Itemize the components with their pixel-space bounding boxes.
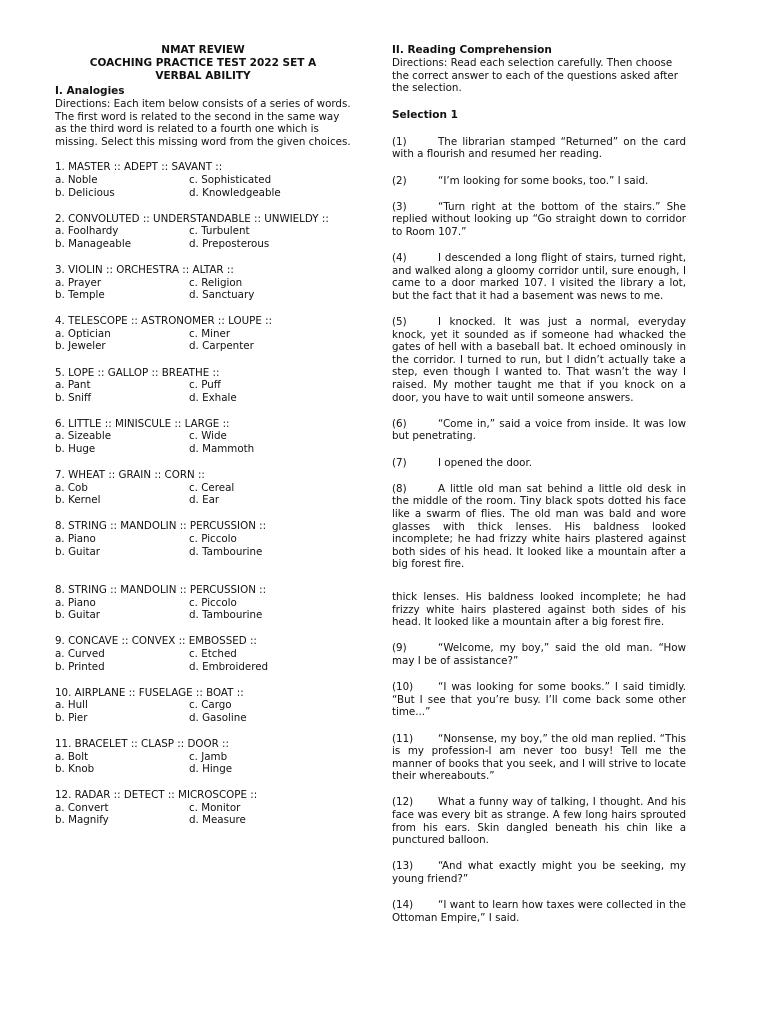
- question-item: [55, 213, 351, 251]
- paragraph: [392, 175, 686, 188]
- answer-options: [55, 328, 351, 353]
- paragraph: [392, 733, 686, 783]
- paragraph-text: The librarian stamped “Returned” on the card with a flourish and resumed her reading.: [392, 135, 686, 161]
- header-line-1: NMAT REVIEW: [161, 44, 245, 56]
- option-b: b. Sniff: [55, 391, 92, 404]
- question-item: [55, 738, 351, 776]
- question-stem: 9. CONCAVE :: CONVEX :: EMBOSSED ::: [55, 635, 257, 648]
- paragraph: [392, 860, 686, 885]
- paragraph-text: “Welcome, my boy,” said the old man. “How may I be of assistance?”: [392, 642, 686, 667]
- option-d: d. Gasoline: [189, 711, 247, 724]
- option-a: a. Pant: [55, 379, 91, 392]
- answer-options: [55, 430, 351, 455]
- question-stem: 7. WHEAT :: GRAIN :: CORN ::: [55, 469, 205, 482]
- answer-options: [55, 482, 351, 507]
- paragraph: [392, 483, 686, 571]
- question-list: [55, 161, 351, 827]
- question-item: [55, 635, 351, 673]
- paragraph-number: (2): [392, 174, 407, 187]
- question-item: [55, 469, 351, 507]
- section-title-analogies: I. Analogies: [55, 85, 125, 97]
- question-item: [55, 687, 351, 725]
- paragraph-number: (11): [392, 732, 414, 745]
- option-b: b. Knob: [55, 763, 95, 776]
- option-c: c. Cereal: [189, 481, 235, 494]
- paragraph-text: I descended a long flight of stairs, turned right, and walked along a gloomy corridor until, sure enough, I came to a door marked 107. I visited the library a lot, but the fact that it had a basement was news to me.: [392, 252, 686, 302]
- question-stem: 5. LOPE :: GALLOP :: BREATHE ::: [55, 366, 220, 379]
- paragraph-number: (13): [392, 860, 414, 873]
- paragraph: [392, 796, 686, 846]
- option-d: d. Measure: [189, 814, 246, 827]
- paragraph-text: “I’m looking for some books, too.” I said.: [438, 174, 649, 187]
- question-item: [55, 584, 351, 622]
- answer-options: [55, 225, 351, 250]
- option-a: a. Noble: [55, 173, 98, 186]
- paragraph-number: (8): [392, 482, 407, 495]
- question-item: [55, 264, 351, 302]
- option-d: d. Carpenter: [189, 340, 254, 353]
- question-item: [55, 161, 351, 199]
- question-item: [55, 315, 351, 353]
- paragraph: [392, 642, 686, 667]
- paragraph: [392, 252, 686, 302]
- question-stem: 6. LITTLE :: MINISCULE :: LARGE ::: [55, 417, 230, 430]
- paragraph-number: (4): [392, 252, 407, 265]
- option-d: d. Embroidered: [189, 660, 269, 673]
- option-b: b. Guitar: [55, 545, 101, 558]
- question-stem: 2. CONVOLUTED :: UNDERSTANDABLE :: UNWIELDY ::: [55, 212, 329, 225]
- option-a: a. Sizeable: [55, 430, 112, 443]
- header-line-2: COACHING PRACTICE TEST 2022 SET A: [89, 57, 317, 69]
- paragraph-number: (9): [392, 642, 407, 655]
- option-a: a. Foolhardy: [55, 225, 119, 238]
- paragraph-text: A little old man sat behind a little old desk in the middle of the room. Tiny black spots dotted his face like a swarm of flies. The old man was bald and wore glasses with thick lenses. His baldness looked incomplete; he had frizzy white hairs plastered against both sides of his head. It looked like a mountain after a big forest fire.: [392, 482, 686, 571]
- option-b: b. Huge: [55, 442, 96, 455]
- option-a: a. Hull: [55, 699, 88, 712]
- paragraph-text: “And what exactly might you be seeking, my young friend?”: [392, 860, 686, 886]
- paragraph-text: “I was looking for some books.” I said timidly. “But I see that you’re busy. I’ll come back some other time...”: [392, 681, 686, 719]
- option-a: a. Cob: [55, 481, 88, 494]
- question-stem: 10. AIRPLANE :: FUSELAGE :: BOAT ::: [55, 686, 244, 699]
- answer-options: [55, 751, 351, 776]
- answer-options: [55, 277, 351, 302]
- option-d: d. Mammoth: [189, 442, 255, 455]
- left-column: [55, 44, 351, 841]
- paragraph: [392, 457, 686, 470]
- paragraph: [392, 136, 686, 161]
- option-c: c. Sophisticated: [189, 173, 272, 186]
- answer-options: [55, 802, 351, 827]
- option-d: d. Exhale: [189, 391, 237, 404]
- option-d: d. Sanctuary: [189, 289, 255, 302]
- question-stem: 3. VIOLIN :: ORCHESTRA :: ALTAR ::: [55, 263, 234, 276]
- option-c: c. Puff: [189, 379, 221, 392]
- answer-options: [55, 533, 351, 558]
- paragraph-number: (5): [392, 316, 407, 329]
- option-b: b. Guitar: [55, 609, 101, 622]
- paragraph: [392, 201, 686, 239]
- answer-options: [55, 648, 351, 673]
- option-c: c. Wide: [189, 430, 227, 443]
- answer-options: [55, 699, 351, 724]
- paragraph-list-2: [392, 642, 686, 924]
- paragraph-number: (12): [392, 796, 414, 809]
- option-d: d. Tambourine: [189, 609, 263, 622]
- paragraph-text: I opened the door.: [438, 456, 533, 469]
- question-stem: 8. STRING :: MANDOLIN :: PERCUSSION ::: [55, 520, 267, 533]
- question-item: [55, 367, 351, 405]
- paragraph-number: (7): [392, 456, 407, 469]
- answer-options: [55, 597, 351, 622]
- question-stem: 8. STRING :: MANDOLIN :: PERCUSSION ::: [55, 584, 267, 597]
- paragraph-text: What a funny way of talking, I thought. And his face was every bit as strange. A few long hairs sprouted from his ears. Skin dangled beneath his chin like a punctured balloon.: [392, 796, 686, 847]
- option-a: a. Prayer: [55, 276, 102, 289]
- option-d: d. Ear: [189, 494, 220, 507]
- paragraph-number: (10): [392, 681, 414, 694]
- question-item: [55, 418, 351, 456]
- paragraph: [392, 681, 686, 719]
- question-stem: 12. RADAR :: DETECT :: MICROSCOPE ::: [55, 789, 258, 802]
- question-stem: 4. TELESCOPE :: ASTRONOMER :: LOUPE ::: [55, 315, 273, 328]
- analogies-directions: Directions: Each item below consists of a series of words. The first word is related to the second in the same way as the third word is related to a fourth one which is missing. Select this missing word from the given choices.: [55, 98, 351, 148]
- question-stem: 1. MASTER :: ADEPT :: SAVANT ::: [55, 161, 223, 174]
- option-c: c. Jamb: [189, 750, 228, 763]
- option-b: b. Printed: [55, 660, 105, 673]
- paragraph-list-1: [392, 136, 686, 571]
- document-header: [55, 44, 351, 83]
- header-line-3: VERBAL ABILITY: [155, 70, 251, 82]
- option-b: b. Jeweler: [55, 340, 106, 353]
- option-d: d. Knowledgeable: [189, 186, 281, 199]
- reading-directions: Directions: Read each selection carefully. Then choose the correct answer to each of the questions asked after the selection.: [392, 57, 678, 95]
- option-d: d. Preposterous: [189, 237, 270, 250]
- option-b: b. Kernel: [55, 494, 101, 507]
- section-title-reading: II. Reading Comprehension: [392, 44, 552, 56]
- option-a: a. Piano: [55, 532, 96, 545]
- option-c: c. Cargo: [189, 699, 232, 712]
- paragraph-text: I knocked. It was just a normal, everyday knock, yet it sounded as if someone had whacked the gates of hell with a baseball bat. It echoed ominously in the corridor. I turned to run, but I didn’t actually take a step, even though I wanted to. That wasn’t the way I raised. My mother taught me that if you knock on a door, you have to wait until someone answers.: [392, 316, 686, 404]
- paragraph-text: “Come in,” said a voice from inside. It was low but penetrating.: [392, 417, 686, 443]
- option-c: c. Piccolo: [189, 596, 237, 609]
- paragraph-text: “Turn right at the bottom of the stairs.” She replied without looking up “Go straight down to corridor to Room 107.”: [392, 200, 686, 238]
- paragraph: [392, 316, 686, 404]
- option-b: b. Pier: [55, 711, 88, 724]
- option-d: d. Hinge: [189, 763, 233, 776]
- selection-title: Selection 1: [392, 108, 458, 121]
- option-a: a. Curved: [55, 648, 105, 660]
- paragraph-number: (14): [392, 899, 414, 912]
- paragraph-number: (3): [392, 200, 407, 213]
- option-c: c. Piccolo: [189, 532, 237, 545]
- option-a: a. Bolt: [55, 750, 89, 763]
- paragraph-number: (6): [392, 417, 407, 430]
- option-c: c. Monitor: [189, 801, 241, 814]
- option-d: d. Tambourine: [189, 545, 263, 558]
- paragraph-number: (1): [392, 135, 407, 148]
- option-b: b. Delicious: [55, 186, 115, 199]
- option-a: a. Convert: [55, 801, 109, 814]
- repeated-fragment: thick lenses. His baldness looked incomplete; he had frizzy white hairs plastered against both sides of his head. It looked like a mountain after a big forest fire.: [392, 590, 686, 629]
- option-a: a. Piano: [55, 596, 96, 609]
- paragraph: [392, 418, 686, 443]
- option-c: c. Religion: [189, 276, 243, 289]
- question-item: [55, 789, 351, 827]
- answer-options: [55, 174, 351, 199]
- answer-options: [55, 379, 351, 404]
- option-c: c. Turbulent: [189, 225, 250, 238]
- paragraph: [392, 899, 686, 924]
- option-a: a. Optician: [55, 327, 111, 340]
- option-b: b. Manageable: [55, 237, 132, 250]
- question-item: [55, 520, 351, 558]
- question-stem: 11. BRACELET :: CLASP :: DOOR ::: [55, 737, 229, 750]
- right-column: [392, 44, 686, 938]
- paragraph-text: “I want to learn how taxes were collected in the Ottoman Empire,” I said.: [392, 899, 686, 924]
- option-c: c. Etched: [189, 648, 237, 660]
- option-b: b. Magnify: [55, 814, 109, 827]
- option-b: b. Temple: [55, 289, 105, 302]
- paragraph-text: “Nonsense, my boy,” the old man replied. “This is my profession-I am never too busy! Tell me the manner of books that you seek, and I will strive to locate their whereabouts.”: [392, 732, 686, 783]
- option-c: c. Miner: [189, 327, 231, 340]
